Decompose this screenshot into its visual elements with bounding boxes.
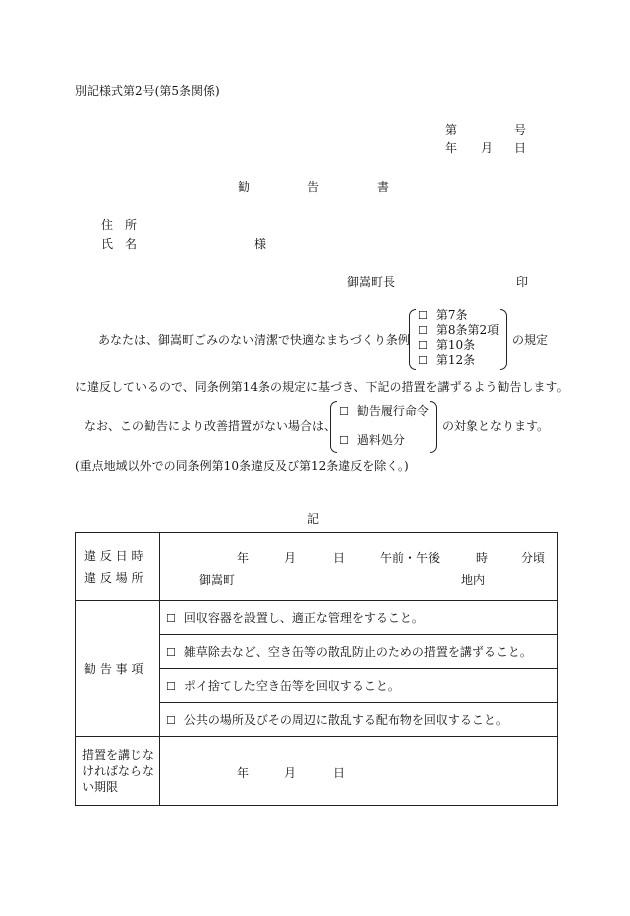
checkbox-icon: ☐ bbox=[166, 646, 176, 659]
deadline-year: 年 bbox=[237, 766, 250, 780]
deadline-row bbox=[76, 737, 558, 806]
checkbox-icon: ☐ bbox=[418, 324, 428, 337]
deadline-label-line: 措置を講じな bbox=[82, 748, 155, 762]
dt-day: 日 bbox=[333, 550, 346, 565]
checkbox-icon: ☐ bbox=[418, 309, 428, 322]
deadline-month: 月 bbox=[284, 766, 297, 780]
recommendation-row bbox=[76, 601, 558, 635]
recommendation-item: ☐ 公共の場所及びその周辺に散乱する配布物を回収すること。 bbox=[160, 703, 558, 737]
ordinance-item: ☐ 第12条 bbox=[418, 353, 476, 367]
deadline-value-cell bbox=[160, 737, 558, 806]
checkbox-icon: ☐ bbox=[166, 612, 176, 625]
paragraph-2: に違反しているので、同条例第14条の規定に基づき、下記の措置を講ずるよう勧告します。 bbox=[75, 380, 569, 394]
dt-hour: 時 bbox=[476, 550, 489, 565]
doc-date-day: 日 bbox=[514, 141, 527, 155]
doc-number-dai: 第 bbox=[445, 123, 458, 137]
seal-mark: 印 bbox=[516, 275, 529, 289]
checkbox-icon: ☐ bbox=[418, 339, 428, 352]
violation-row bbox=[76, 533, 558, 601]
recommendation-item: ☐ 回収容器を設置し、適正な管理をすること。 bbox=[160, 601, 558, 635]
consequence-item: ☐ 過料処分 bbox=[339, 433, 405, 447]
deadline-day: 日 bbox=[333, 766, 346, 780]
paragraph-3-prefix: なお、この勧告により改善措置がない場合は、 bbox=[84, 419, 337, 433]
consequence-bracket-right bbox=[430, 401, 437, 453]
dt-year: 年 bbox=[237, 550, 250, 565]
ki-heading: 記 bbox=[307, 512, 320, 526]
checkbox-icon: ☐ bbox=[166, 680, 176, 693]
violation-place-label: 違 反 場 所 bbox=[84, 570, 144, 585]
mayor-title: 御嵩町長 bbox=[347, 275, 396, 289]
paragraph-1-prefix: あなたは、御嵩町ごみのない清潔で快適なまちづくり条例 bbox=[98, 333, 410, 347]
dt-ampm: 午前・午後 bbox=[380, 550, 441, 565]
honorific-sama: 様 bbox=[254, 237, 267, 251]
form-label: 別記様式第2号(第5条関係) bbox=[75, 84, 220, 98]
ordinance-bracket-right bbox=[500, 309, 507, 370]
checkbox-icon: ☐ bbox=[166, 714, 176, 727]
doc-date-year: 年 bbox=[445, 141, 458, 155]
deadline-label-line: ければならな bbox=[82, 764, 155, 778]
consequence-bracket-left bbox=[330, 401, 337, 453]
address-label: 住 所 bbox=[101, 218, 138, 232]
checkbox-icon: ☐ bbox=[418, 354, 428, 367]
place-town: 御嵩町 bbox=[199, 572, 236, 587]
violation-place-line bbox=[160, 567, 557, 589]
ordinance-item: ☐ 第8条第2項 bbox=[418, 323, 500, 337]
title-char-3: 書 bbox=[377, 180, 390, 194]
dt-minute: 分頃 bbox=[521, 550, 546, 565]
doc-number-go: 号 bbox=[514, 123, 527, 137]
violation-values-cell bbox=[160, 533, 558, 601]
deadline-date-line bbox=[160, 760, 557, 782]
paragraph-3-suffix: の対象となります。 bbox=[442, 419, 550, 433]
violation-datetime-label: 違 反 日 時 bbox=[84, 548, 144, 563]
recommendation-table bbox=[75, 532, 558, 806]
checkbox-icon: ☐ bbox=[339, 405, 349, 418]
recommendation-label: 勧 告 事 項 bbox=[76, 601, 160, 737]
recommendation-item: ☐ ポイ捨てした空き缶等を回収すること。 bbox=[160, 669, 558, 703]
consequence-item: ☐ 勧告履行命令 bbox=[339, 404, 429, 418]
violation-datetime-line bbox=[160, 545, 557, 567]
recommendation-item: ☐ 雑草除去など、空き缶等の散乱防止のための措置を講ずること。 bbox=[160, 635, 558, 669]
deadline-label-cell bbox=[76, 737, 160, 806]
ordinance-item: ☐ 第7条 bbox=[418, 308, 468, 322]
ordinance-item: ☐ 第10条 bbox=[418, 338, 476, 352]
paragraph-1-suffix: の規定 bbox=[512, 333, 549, 347]
violation-labels-cell bbox=[76, 533, 160, 601]
dt-month: 月 bbox=[284, 550, 297, 565]
title-char-1: 勧 bbox=[238, 180, 251, 194]
doc-date-month: 月 bbox=[481, 141, 494, 155]
paragraph-4: (重点地域以外での同条例第10条違反及び第12条違反を除く。) bbox=[75, 459, 409, 473]
name-label: 氏 名 bbox=[101, 237, 138, 251]
title-char-2: 告 bbox=[307, 180, 320, 194]
checkbox-icon: ☐ bbox=[339, 434, 349, 447]
ordinance-bracket-left bbox=[409, 309, 416, 370]
place-chinai: 地内 bbox=[461, 572, 486, 587]
deadline-label-line: い期限 bbox=[82, 780, 119, 794]
